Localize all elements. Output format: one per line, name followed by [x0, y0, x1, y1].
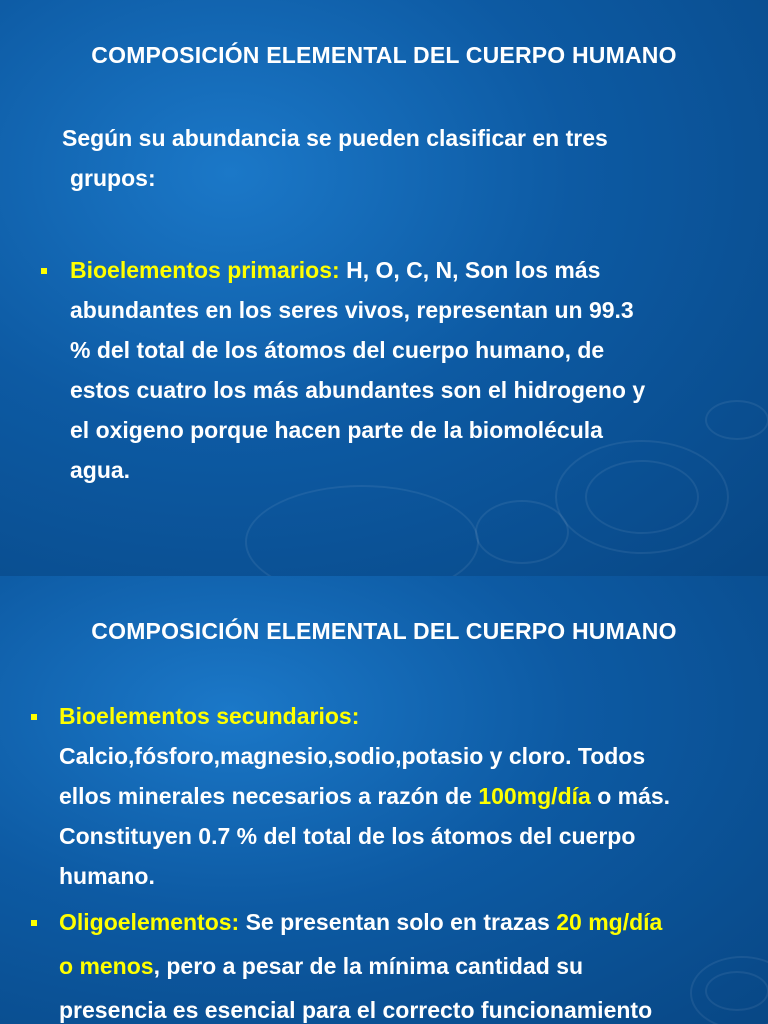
bullet-label: Bioelementos primarios: [70, 257, 340, 283]
water-ripple-decoration [690, 956, 768, 1024]
bullet-text: ellos minerales necesarios a razón de [59, 783, 479, 809]
intro-text-line: Según su abundancia se pueden clasificar en tres [62, 125, 608, 151]
bullet-line: % del total de los átomos del cuerpo humano, de [70, 337, 605, 363]
slide-title: COMPOSICIÓN ELEMENTAL DEL CUERPO HUMANO [91, 42, 677, 68]
bullet-line: Constituyen 0.7 % del total de los átomos del cuerpo [59, 823, 636, 849]
bullet-line: el oxigeno porque hacen parte de la biomolécula [70, 417, 603, 443]
highlight-value: 100mg/día [478, 783, 591, 809]
bullet-marker [31, 714, 37, 720]
bullet-line: presencia es esencial para el correcto funcionamiento [59, 997, 653, 1023]
bullet-text: H, O, C, N, Son los más [339, 257, 601, 283]
bullet-line [59, 776, 670, 816]
slide-2 [0, 576, 768, 1024]
bullet-line [59, 902, 662, 942]
bullet-line: Calcio,fósforo,magnesio,sodio,potasio y cloro. Todos [59, 743, 646, 769]
slide-title: COMPOSICIÓN ELEMENTAL DEL CUERPO HUMANO [91, 618, 677, 644]
bullet-marker [41, 268, 47, 274]
bullet-label: Bioelementos secundarios: [59, 703, 360, 729]
bullet-text: , pero a pesar de la mínima cantidad su [153, 953, 584, 979]
highlight-value: 20 mg/día [556, 909, 663, 935]
water-ripple-decoration [245, 485, 479, 576]
bullet-line [70, 250, 600, 290]
bullet-line: agua. [70, 457, 131, 483]
water-ripple-decoration [705, 400, 768, 440]
highlight-value: o menos [59, 953, 154, 979]
bullet-text: Se presentan solo en trazas [239, 909, 557, 935]
bullet-marker [31, 920, 37, 926]
bullet-line: estos cuatro los más abundantes son el hidrogeno y [70, 377, 646, 403]
water-ripple-decoration [475, 500, 569, 564]
intro-text-line: grupos: [70, 165, 156, 191]
bullet-label: Oligoelementos: [59, 909, 240, 935]
bullet-line: humano. [59, 863, 155, 889]
bullet-line [59, 946, 583, 986]
bullet-line: abundantes en los seres vivos, representan un 99.3 [70, 297, 634, 323]
water-ripple-decoration [585, 460, 699, 534]
bullet-text: o más. [590, 783, 671, 809]
